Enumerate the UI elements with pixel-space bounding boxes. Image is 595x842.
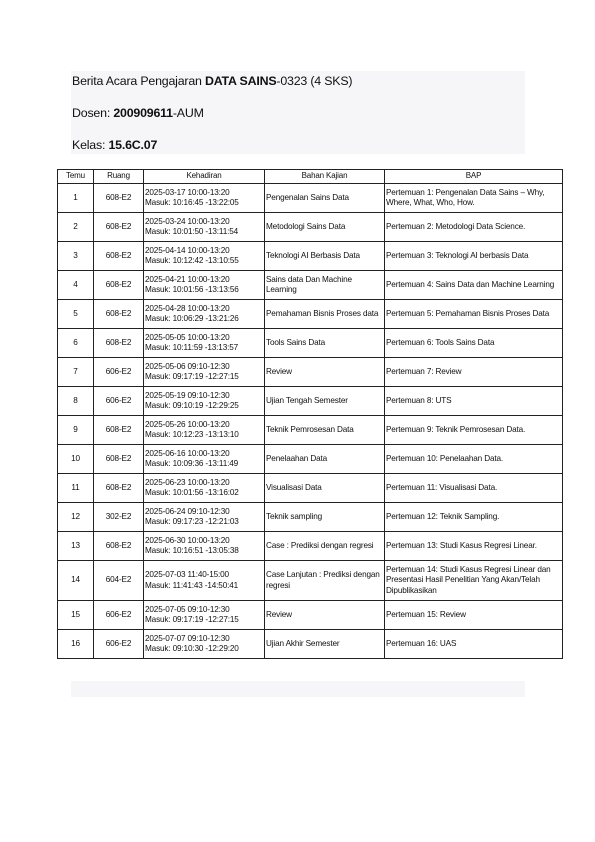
cell-ruang: 606-E2 bbox=[94, 601, 144, 630]
cell-temu: 11 bbox=[58, 474, 94, 503]
cell-bap: Pertemuan 4: Sains Data dan Machine Learning bbox=[385, 271, 563, 300]
cell-temu: 7 bbox=[58, 358, 94, 387]
attendance-time: Masuk: 09:10:30 -12:29:20 bbox=[145, 644, 239, 653]
course-name: DATA SAINS bbox=[204, 74, 277, 88]
table-body bbox=[58, 184, 563, 659]
table-row bbox=[58, 503, 563, 532]
cell-bahan-kajian: Case : Prediksi dengan regresi bbox=[265, 532, 385, 561]
attendance-time: Masuk: 09:17:23 -12:21:03 bbox=[145, 517, 239, 526]
attendance-time: Masuk: 09:17:19 -12:27:15 bbox=[145, 372, 239, 381]
attendance-time: Masuk: 11:41:43 -14:50:41 bbox=[145, 580, 239, 590]
cell-bahan-kajian: Metodologi Sains Data bbox=[265, 213, 385, 242]
cell-ruang: 608-E2 bbox=[94, 474, 144, 503]
table-row bbox=[58, 416, 563, 445]
cell-bahan-kajian: Sains data Dan Machine Learning bbox=[265, 271, 385, 300]
scheduled-time: 2025-04-14 10:00-13:20 bbox=[145, 245, 230, 255]
class-label: Kelas: bbox=[72, 138, 109, 152]
cell-bap: Pertemuan 1: Pengenalan Data Sains – Why, Where, What, Who, How. bbox=[385, 184, 563, 213]
cell-bap: Pertemuan 8: UTS bbox=[385, 387, 563, 416]
scheduled-time: 2025-07-05 09:10-12:30 bbox=[145, 604, 230, 614]
class-value: 15.6C.07 bbox=[108, 138, 158, 152]
table-row bbox=[58, 300, 563, 329]
table-row bbox=[58, 213, 563, 242]
attendance-time: Masuk: 10:12:23 -13:13:10 bbox=[145, 430, 239, 439]
cell-kehadiran bbox=[144, 358, 265, 387]
attendance-time: Masuk: 10:06:29 -13:21:26 bbox=[145, 314, 239, 323]
cell-bap: Pertemuan 6: Tools Sains Data bbox=[385, 329, 563, 358]
cell-bap: Pertemuan 15: Review bbox=[385, 601, 563, 630]
scheduled-time: 2025-03-17 10:00-13:20 bbox=[145, 187, 230, 197]
cell-bap: Pertemuan 2: Metodologi Data Science. bbox=[385, 213, 563, 242]
cell-bap: Pertemuan 16: UAS bbox=[385, 630, 563, 659]
scheduled-time: 2025-05-26 10:00-13:20 bbox=[145, 419, 230, 429]
cell-bap: Pertemuan 12: Teknik Sampling. bbox=[385, 503, 563, 532]
scheduled-time: 2025-05-06 09:10-12:30 bbox=[145, 361, 230, 371]
cell-bap: Pertemuan 3: Teknologi AI berbasis Data bbox=[385, 242, 563, 271]
cell-bahan-kajian: Visualisasi Data bbox=[265, 474, 385, 503]
scheduled-time: 2025-07-03 11:40-15:00 bbox=[145, 570, 229, 579]
lecturer-label: Dosen: bbox=[72, 106, 114, 120]
cell-kehadiran bbox=[144, 300, 265, 329]
scheduled-time: 2025-05-05 10:00-13:20 bbox=[145, 332, 230, 342]
cell-ruang: 606-E2 bbox=[94, 630, 144, 659]
table-header-row bbox=[58, 170, 563, 184]
title-prefix: Berita Acara Pengajaran bbox=[72, 74, 205, 88]
table-row bbox=[58, 184, 563, 213]
table-row bbox=[58, 242, 563, 271]
attendance-time: Masuk: 10:01:56 -13:13:56 bbox=[145, 285, 239, 294]
cell-bap: Pertemuan 11: Visualisasi Data. bbox=[385, 474, 563, 503]
attendance-time: Masuk: 10:01:50 -13:11:54 bbox=[145, 227, 239, 236]
cell-ruang: 608-E2 bbox=[94, 242, 144, 271]
cell-temu: 5 bbox=[58, 300, 94, 329]
cell-bap: Pertemuan 7: Review bbox=[385, 358, 563, 387]
attendance-time: Masuk: 10:09:36 -13:11:49 bbox=[145, 459, 239, 468]
cell-kehadiran bbox=[144, 445, 265, 474]
table-row bbox=[58, 532, 563, 561]
table-row bbox=[58, 445, 563, 474]
cell-kehadiran bbox=[144, 630, 265, 659]
table-row bbox=[58, 329, 563, 358]
cell-temu: 16 bbox=[58, 630, 94, 659]
cell-bap: Pertemuan 13: Studi Kasus Regresi Linear. bbox=[385, 532, 563, 561]
cell-kehadiran bbox=[144, 474, 265, 503]
attendance-time: Masuk: 10:01:56 -13:16:02 bbox=[145, 488, 239, 497]
scheduled-time: 2025-04-21 10:00-13:20 bbox=[145, 274, 230, 284]
cell-bahan-kajian: Review bbox=[265, 601, 385, 630]
document-footer bbox=[71, 681, 525, 697]
cell-ruang: 302-E2 bbox=[94, 503, 144, 532]
cell-ruang: 608-E2 bbox=[94, 532, 144, 561]
cell-temu: 3 bbox=[58, 242, 94, 271]
lecturer-line bbox=[72, 106, 204, 120]
cell-temu: 9 bbox=[58, 416, 94, 445]
cell-bahan-kajian: Ujian Akhir Semester bbox=[265, 630, 385, 659]
table-row bbox=[58, 561, 563, 601]
cell-kehadiran bbox=[144, 532, 265, 561]
cell-temu: 12 bbox=[58, 503, 94, 532]
cell-ruang: 608-E2 bbox=[94, 300, 144, 329]
scheduled-time: 2025-06-16 10:00-13:20 bbox=[145, 448, 230, 458]
column-header-bap: BAP bbox=[385, 170, 563, 184]
cell-kehadiran bbox=[144, 503, 265, 532]
table-row bbox=[58, 474, 563, 503]
column-header-ruang: Ruang bbox=[94, 170, 144, 184]
cell-bap: Pertemuan 5: Pemahaman Bisnis Proses Data bbox=[385, 300, 563, 329]
cell-temu: 1 bbox=[58, 184, 94, 213]
cell-kehadiran bbox=[144, 601, 265, 630]
cell-bahan-kajian: Ujian Tengah Semester bbox=[265, 387, 385, 416]
cell-temu: 10 bbox=[58, 445, 94, 474]
cell-temu: 15 bbox=[58, 601, 94, 630]
cell-bap: Pertemuan 9: Teknik Pemrosesan Data. bbox=[385, 416, 563, 445]
scheduled-time: 2025-06-30 10:00-13:20 bbox=[145, 535, 230, 545]
scheduled-time: 2025-04-28 10:00-13:20 bbox=[145, 303, 230, 313]
cell-ruang: 606-E2 bbox=[94, 387, 144, 416]
class-line bbox=[72, 138, 157, 152]
cell-temu: 13 bbox=[58, 532, 94, 561]
cell-bap: Pertemuan 10: Penelaahan Data. bbox=[385, 445, 563, 474]
cell-ruang: 608-E2 bbox=[94, 184, 144, 213]
cell-temu: 4 bbox=[58, 271, 94, 300]
cell-temu: 14 bbox=[58, 561, 94, 601]
lecturer-id: 200909611 bbox=[113, 106, 173, 120]
column-header-bahan-kajian: Bahan Kajian bbox=[265, 170, 385, 184]
cell-bahan-kajian: Teknologi AI Berbasis Data bbox=[265, 242, 385, 271]
cell-kehadiran bbox=[144, 184, 265, 213]
cell-temu: 2 bbox=[58, 213, 94, 242]
cell-bahan-kajian: Teknik Pemrosesan Data bbox=[265, 416, 385, 445]
table-row bbox=[58, 387, 563, 416]
cell-kehadiran bbox=[144, 242, 265, 271]
cell-ruang: 606-E2 bbox=[94, 358, 144, 387]
cell-ruang: 608-E2 bbox=[94, 445, 144, 474]
attendance-time: Masuk: 10:11:59 -13:13:57 bbox=[145, 343, 239, 352]
document-header bbox=[71, 71, 525, 154]
cell-kehadiran bbox=[144, 416, 265, 445]
attendance-time: Masuk: 10:16:45 -13:22:05 bbox=[145, 198, 239, 207]
attendance-time: Masuk: 09:10:19 -12:29:25 bbox=[145, 401, 239, 410]
lecturer-code: -AUM bbox=[172, 106, 204, 120]
cell-ruang: 608-E2 bbox=[94, 271, 144, 300]
cell-ruang: 608-E2 bbox=[94, 329, 144, 358]
attendance-time: Masuk: 10:16:51 -13:05:38 bbox=[145, 546, 239, 555]
scheduled-time: 2025-06-24 09:10-12:30 bbox=[145, 506, 230, 516]
cell-kehadiran bbox=[144, 561, 265, 601]
column-header-kehadiran: Kehadiran bbox=[144, 170, 265, 184]
teaching-report-table bbox=[57, 169, 563, 659]
course-code: -0323 (4 SKS) bbox=[276, 74, 353, 88]
document-title bbox=[72, 74, 352, 88]
scheduled-time: 2025-05-19 09:10-12:30 bbox=[145, 390, 230, 400]
cell-bahan-kajian: Review bbox=[265, 358, 385, 387]
cell-kehadiran bbox=[144, 271, 265, 300]
cell-bahan-kajian: Pengenalan Sains Data bbox=[265, 184, 385, 213]
cell-ruang: 604-E2 bbox=[94, 561, 144, 601]
table-row bbox=[58, 601, 563, 630]
scheduled-time: 2025-07-07 09:10-12:30 bbox=[145, 633, 230, 643]
attendance-time: Masuk: 09:17:19 -12:27:15 bbox=[145, 615, 239, 624]
cell-temu: 8 bbox=[58, 387, 94, 416]
attendance-time: Masuk: 10:12:42 -13:10:55 bbox=[145, 256, 239, 265]
cell-temu: 6 bbox=[58, 329, 94, 358]
scheduled-time: 2025-03-24 10:00-13:20 bbox=[145, 216, 230, 226]
cell-bap: Pertemuan 14: Studi Kasus Regresi Linear dan Presentasi Hasil Penelitian Yang Akan/Telah Dipublikasikan bbox=[385, 561, 563, 601]
cell-bahan-kajian: Tools Sains Data bbox=[265, 329, 385, 358]
column-header-temu: Temu bbox=[58, 170, 94, 184]
cell-ruang: 608-E2 bbox=[94, 416, 144, 445]
cell-bahan-kajian: Penelaahan Data bbox=[265, 445, 385, 474]
cell-kehadiran bbox=[144, 213, 265, 242]
cell-bahan-kajian: Teknik sampling bbox=[265, 503, 385, 532]
cell-kehadiran bbox=[144, 329, 265, 358]
table-row bbox=[58, 358, 563, 387]
cell-bahan-kajian: Pemahaman Bisnis Proses data bbox=[265, 300, 385, 329]
cell-kehadiran bbox=[144, 387, 265, 416]
table-row bbox=[58, 630, 563, 659]
table-row bbox=[58, 271, 563, 300]
cell-ruang: 608-E2 bbox=[94, 213, 144, 242]
cell-bahan-kajian: Case Lanjutan : Prediksi dengan regresi bbox=[265, 561, 385, 601]
scheduled-time: 2025-06-23 10:00-13:20 bbox=[145, 477, 230, 487]
